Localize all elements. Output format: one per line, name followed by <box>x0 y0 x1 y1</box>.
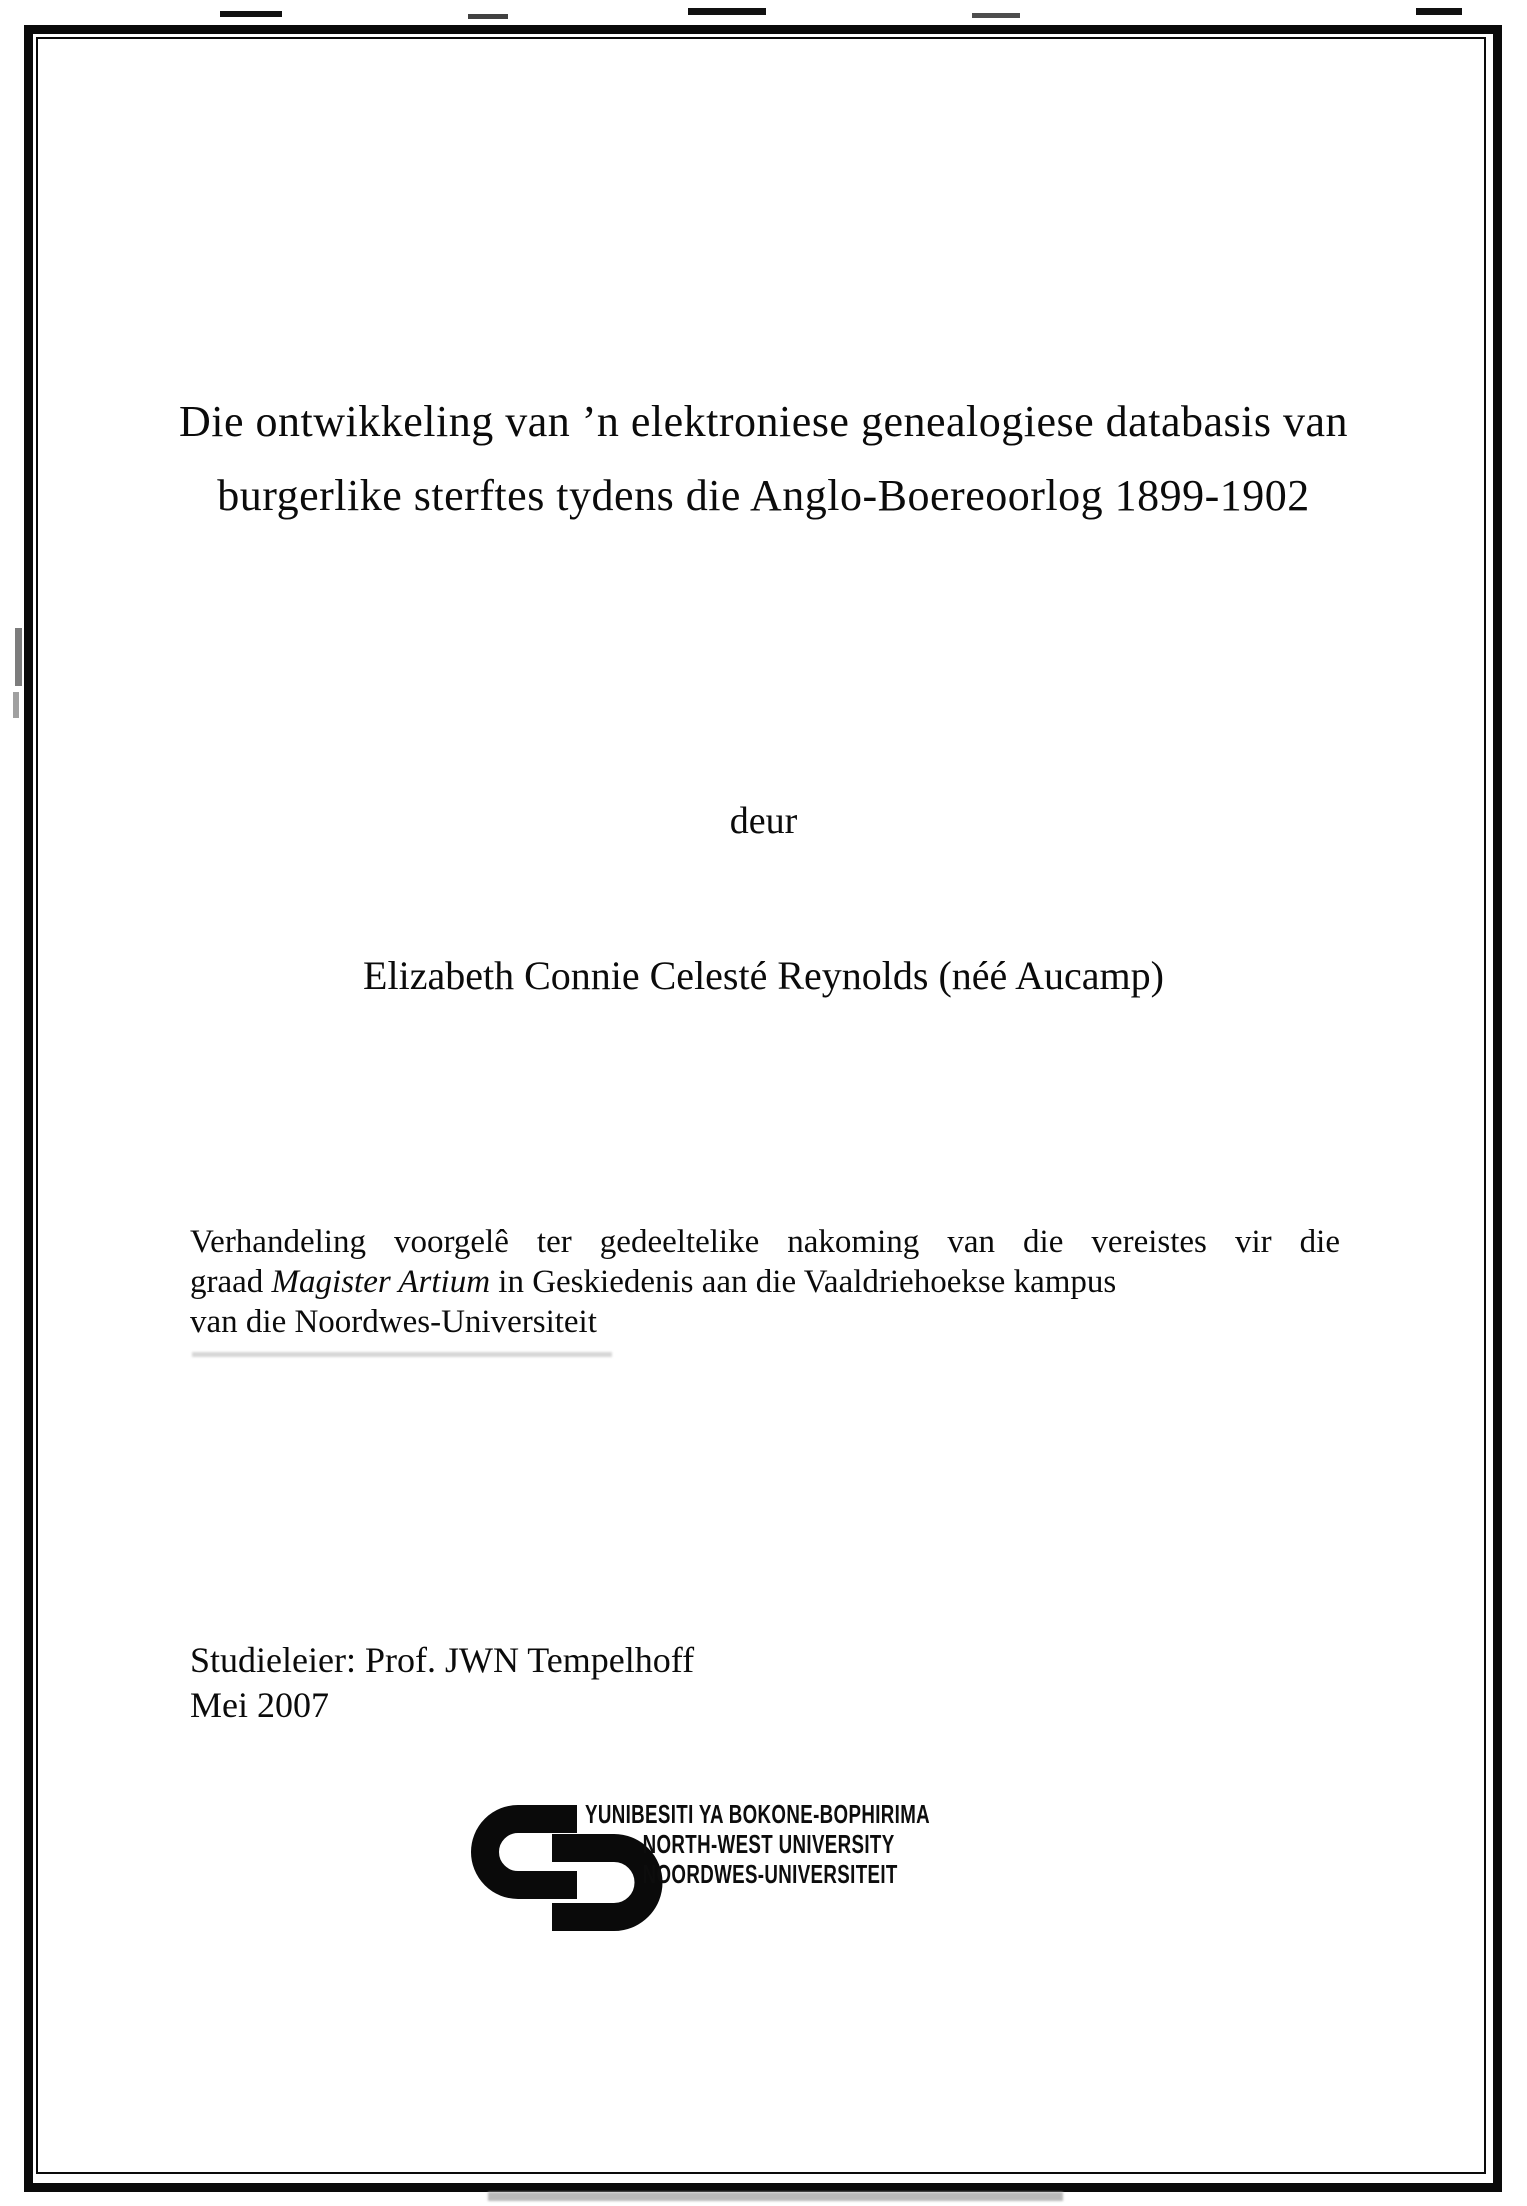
author-name: Elizabeth Connie Celesté Reynolds (néé Aucamp) <box>363 953 1164 998</box>
submission-line2-post: in Geskiedenis aan die Vaaldriehoekse kampus <box>490 1264 1117 1300</box>
university-name-english: NORTH-WEST UNIVERSITY <box>642 1829 895 1859</box>
thesis-title <box>60 385 1467 533</box>
supervisor-line: Studieleier: Prof. JWN Tempelhoff <box>190 1640 695 1680</box>
thesis-title-line1: Die ontwikkeling van ’n elektroniese genealogiese databasis van <box>178 397 1348 446</box>
byline-label: deur <box>729 800 798 842</box>
university-name-setswana: YUNIBESITI YA BOKONE-BOPHIRIMA <box>585 1799 931 1829</box>
university-logo-text <box>585 1799 1064 1889</box>
scan-shadow <box>488 2192 1063 2201</box>
degree-name-italic: Magister Artium <box>271 1264 491 1300</box>
scan-artifact <box>688 8 766 15</box>
scan-artifact <box>220 11 282 17</box>
date-line: Mei 2007 <box>190 1685 329 1725</box>
university-logo <box>468 1795 1028 1935</box>
submission-line1: Verhandeling voorgelê ter gedeeltelike nakoming van die vereistes vir die <box>190 1224 1340 1260</box>
supervisor-block <box>190 1638 694 1728</box>
submission-statement <box>190 1222 1340 1342</box>
scan-smudge <box>192 1352 612 1357</box>
submission-line2 <box>190 1262 1340 1302</box>
scan-artifact <box>1416 8 1462 15</box>
scan-artifact <box>468 14 508 19</box>
university-name-afrikaans: NOORDWES-UNIVERSITEIT <box>642 1859 898 1889</box>
scan-artifact <box>15 628 22 686</box>
thesis-title-line2: burgerlike sterftes tydens die Anglo-Boereoorlog 1899-1902 <box>217 471 1310 520</box>
scan-artifact <box>972 13 1020 18</box>
submission-line2-pre: graad <box>190 1264 272 1300</box>
submission-line3: van die Noordwes-Universiteit <box>190 1304 597 1340</box>
scan-artifact <box>13 692 19 718</box>
